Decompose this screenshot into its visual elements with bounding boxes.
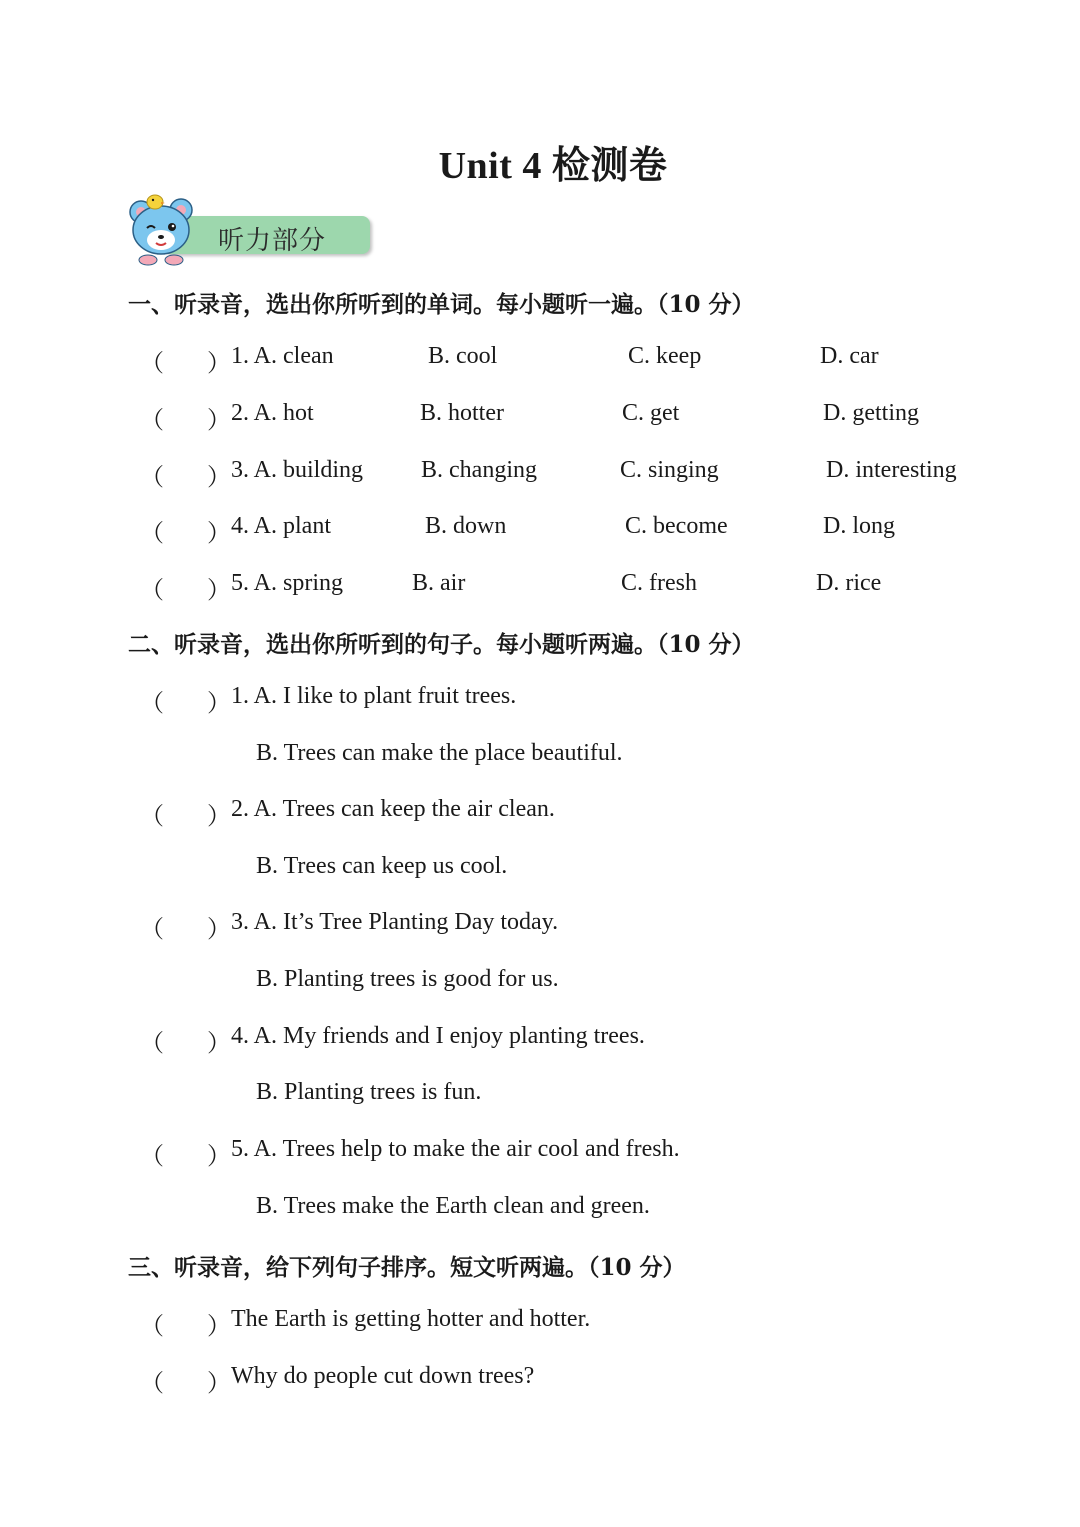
answer-paren-close: ） [207, 408, 231, 434]
answer-paren-close: ） [207, 465, 231, 491]
section2-heading: 二、听录音，选出你所听到的句子。每小题听两遍。（10 分） [128, 631, 755, 658]
answer-paren-close: ） [207, 578, 231, 604]
answer-paren-open: （ [140, 351, 164, 377]
option-c: C. singing [620, 457, 719, 483]
answer-paren-open: （ [140, 1144, 164, 1170]
section1-item-3 [0, 457, 1080, 491]
option-a: 4. A. My friends and I enjoy planting trees. [231, 1023, 645, 1049]
option-a: 1. A. clean [231, 343, 334, 369]
option-d: D. car [820, 343, 879, 369]
section1-item-4 [0, 513, 1080, 547]
option-c: C. become [625, 513, 728, 539]
option-a: 5. A. spring [231, 570, 344, 596]
option-b: B. changing [421, 457, 537, 483]
option-d: D. long [823, 513, 895, 539]
section3-item-1 [0, 1306, 1080, 1340]
section1-item-1 [0, 343, 1080, 377]
option-d: D. interesting [826, 457, 957, 483]
bear-mascot-icon [126, 190, 196, 266]
option-a: 1. A. I like to plant fruit trees. [231, 683, 517, 709]
option-c: C. keep [628, 343, 702, 369]
answer-paren-open: （ [140, 521, 164, 547]
answer-paren-close: ） [207, 351, 231, 377]
answer-paren-close: ） [207, 1144, 231, 1170]
option-a: 4. A. plant [231, 513, 331, 539]
section3-item-2 [0, 1363, 1080, 1397]
option-a: 2. A. Trees can keep the air clean. [231, 796, 555, 822]
answer-paren-close: ） [207, 917, 231, 943]
option-b: B. Planting trees is fun. [256, 1079, 482, 1105]
section2-item-2-a [0, 796, 1080, 830]
section2-item-5-a [0, 1136, 1080, 1170]
answer-paren-close: ） [207, 1314, 231, 1340]
option-c: C. fresh [621, 570, 697, 596]
answer-paren-close: ） [207, 1371, 231, 1397]
answer-paren-open: （ [140, 691, 164, 717]
answer-paren-open: （ [140, 804, 164, 830]
section1-item-2 [0, 400, 1080, 434]
answer-paren-close: ） [207, 521, 231, 547]
answer-paren-open: （ [140, 917, 164, 943]
answer-paren-open: （ [140, 1031, 164, 1057]
answer-paren-close: ） [207, 1031, 231, 1057]
banner-label: 听力部分 [218, 226, 327, 256]
section2-item-4-a [0, 1023, 1080, 1057]
option-b: B. down [425, 513, 507, 539]
section2-item-1-b [0, 740, 1080, 774]
option-d: D. rice [816, 570, 882, 596]
option-b: B. Trees make the Earth clean and green. [256, 1193, 650, 1219]
answer-paren-close: ） [207, 691, 231, 717]
section2-item-1-a [0, 683, 1080, 717]
section3-heading: 三、听录音，给下列句子排序。短文听两遍。（10 分） [128, 1254, 686, 1281]
option-b: B. Planting trees is good for us. [256, 966, 559, 992]
option-b: B. hotter [420, 400, 504, 426]
section2-item-5-b [0, 1193, 1080, 1227]
answer-paren-close: ） [207, 804, 231, 830]
section2-item-4-b [0, 1079, 1080, 1113]
option-b: B. air [412, 570, 466, 596]
answer-paren-open: （ [140, 1371, 164, 1397]
option-d: D. getting [823, 400, 919, 426]
option-c: C. get [622, 400, 680, 426]
answer-paren-open: （ [140, 465, 164, 491]
option-a: 2. A. hot [231, 400, 314, 426]
section2-item-3-a [0, 909, 1080, 943]
option-a: 3. A. It’s Tree Planting Day today. [231, 909, 559, 935]
option-a: 5. A. Trees help to make the air cool and fresh. [231, 1136, 680, 1162]
answer-paren-open: （ [140, 578, 164, 604]
option-b: B. cool [428, 343, 498, 369]
section2-item-2-b [0, 853, 1080, 887]
answer-paren-open: （ [140, 408, 164, 434]
page-title: Unit 4 检测卷 [438, 145, 668, 187]
section1-heading: 一、听录音，选出你所听到的单词。每小题听一遍。（10 分） [128, 291, 755, 318]
section1-item-5 [0, 570, 1080, 604]
listening-section-banner [126, 190, 372, 266]
option-a: 3. A. building [231, 457, 364, 483]
answer-paren-open: （ [140, 1314, 164, 1340]
option-b: B. Trees can keep us cool. [256, 853, 508, 879]
section2-item-3-b [0, 966, 1080, 1000]
sentence-text: Why do people cut down trees? [231, 1363, 535, 1389]
sentence-text: The Earth is getting hotter and hotter. [231, 1306, 591, 1332]
option-b: B. Trees can make the place beautiful. [256, 740, 623, 766]
